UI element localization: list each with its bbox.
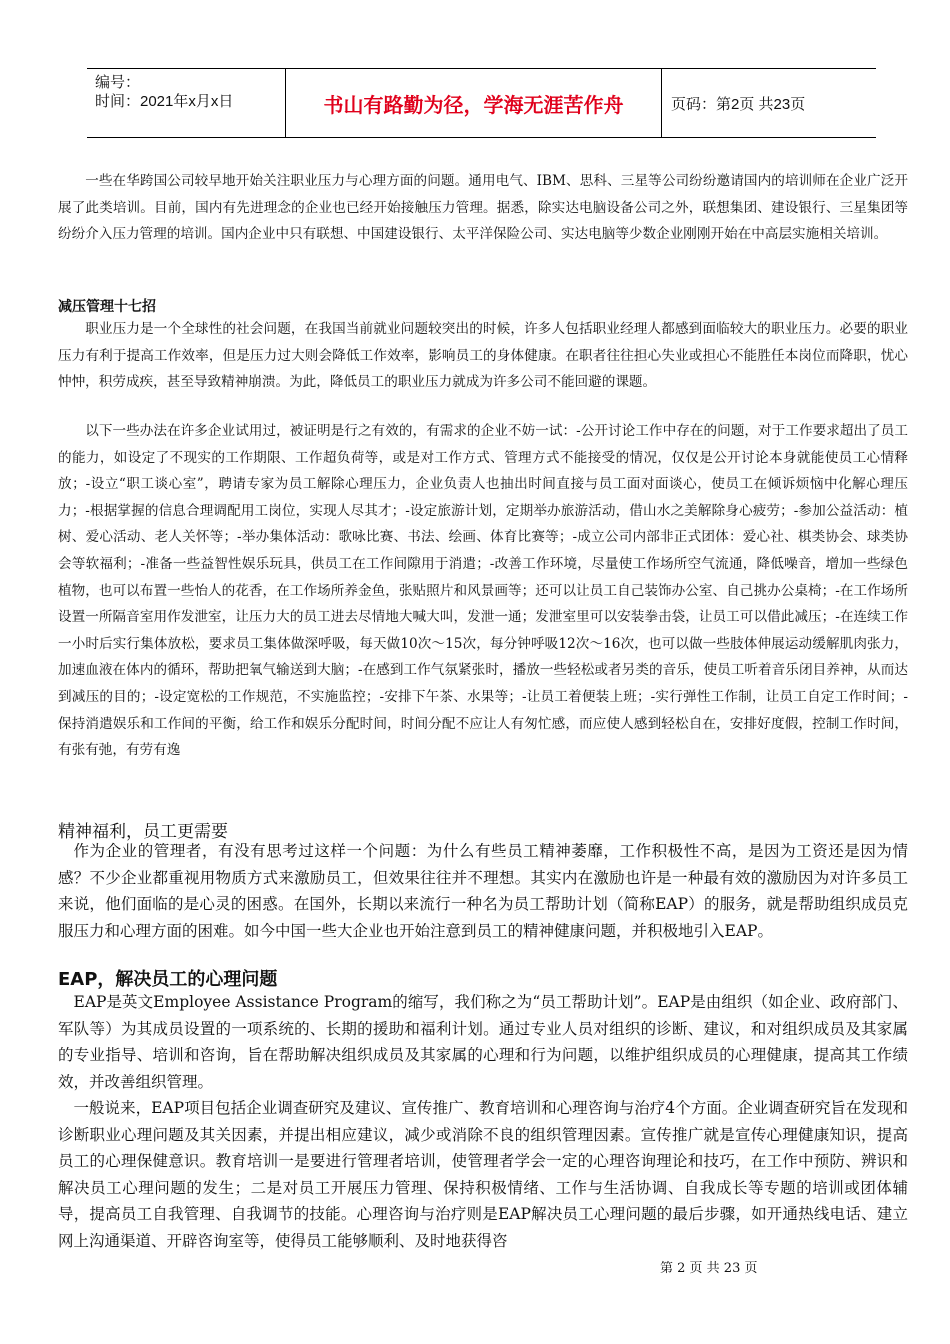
doc-time-label: 时间：2021年x月x日 — [95, 93, 234, 110]
section-heading-eap: EAP，解决员工的心理问题 — [58, 969, 278, 990]
header-motto: 书山有路勤为径，学海无涯苦作舟 — [285, 69, 662, 137]
page-header — [87, 68, 876, 138]
paragraph-3: 以下一些办法在许多企业试用过，被证明是行之有效的，有需求的企业不妨一试：-公开讨论工作中存在的问题，对于工作要求超出了员工的能力，如设定了不现实的工作期限、工作超负荷等，或是对工作方式、管理方式不能接受的情况，仅仅是公开讨论本身就能使员工心情释放；-设立“职工谈心室”，聘请专家为员工解除心理压力，企业负责人也抽出时间直接与员工面对面谈心，使员工在倾诉烦恼中化解心理压力；-根据掌握的信息合理调配用工岗位，实现人尽其才；-设定旅游计划，定期举办旅游活动，借山水之美解除身心疲劳；-参加公益活动：植树、爱心活动、老人关怀等；-举办集体活动：歌咏比赛、书法、绘画、体育比赛等；-成立公司内部非正式团体：爱心社、棋类协会、球类协会等软福利；-准备一些益智性娱乐玩具，供员工在工作间隙用于消遣；-改善工作环境，尽量使工作场所空气流通，降低噪音，增加一些绿色植物，也可以布置一些怡人的花香，在工作场所养金鱼，张贴照片和风景画等；还可以让员工自己装饰办公室、自己挑办公桌椅；-在工作场所设置一所隔音室用作发泄室，让压力大的员工进去尽情地大喊大叫，发泄一通；发泄室里可以安装拳击袋，让员工可以借此减压；-在连续工作一小时后实行集体放松，要求员工集体做深呼吸，每天做10次～15次，每分钟呼吸12次～16次，也可以做一些肢体伸展运动缓解肌肉张力，加速血液在体内的循环，帮助把氧气输送到大脑；-在感到工作气氛紧张时，播放一些轻松或者另类的音乐，使员工听着音乐闭目养神，从而达到减压的目的；-设定宽松的工作规范，不实施监控；-安排下午茶、水果等；-让员工着便装上班；-实行弹性工作制，让员工自定工作时间；-保持消遣娱乐和工作间的平衡，给工作和娱乐分配时间，时间分配不应让人有匆忙感，而应使人感到轻松自在，安排好度假，控制工作时间，有张有弛，有劳有逸 — [58, 423, 908, 759]
header-page-number: 页码：第2页 共23页 — [671, 96, 806, 113]
paragraph-2: 职业压力是一个全球性的社会问题，在我国当前就业问题较突出的时候，许多人包括职业经理人都感到面临较大的职业压力。必要的职业压力有利于提高工作效率，但是压力过大则会降低工作效率，影响员工的身体健康。在职者往往担心失业或担心不能胜任本岗位而降职，忧心忡忡，积劳成疾，甚至导致精神崩溃。为此，降低员工的职业压力就成为许多公司不能回避的课题。 — [58, 321, 908, 391]
paragraph-1: 一些在华跨国公司较早地开始关注职业压力与心理方面的问题。通用电气、IBM、思科、三星等公司纷纷邀请国内的培训师在企业广泛开展了此类培训。目前，国内有先进理念的企业也已经开始接触压力管理。据悉，除实达电脑设备公司之外，联想集团、建设银行、三星集团等纷纷介入压力管理的培训。国内企业中只有联想、中国建设银行、太平洋保险公司、实达电脑等少数企业刚刚开始在中高层实施相关培训。 — [58, 173, 908, 243]
header-info — [95, 73, 285, 111]
paragraph-4: 作为企业的管理者，有没有思考过这样一个问题：为什么有些员工精神萎靡，工作积极性不高，是因为工资还是因为情感？不少企业都重视用物质方式来激励员工，但效果往往并不理想。其实内在激励也许是一种最有效的激励因为对许多员工来说，他们面临的是心灵的困惑。在国外，长期以来流行一种名为员工帮助计划（简称EAP）的服务，就是帮助组织成员克服压力和心理方面的困难。如今中国一些大企业也开始注意到员工的精神健康问题，并积极地引入EAP。 — [58, 842, 908, 940]
paragraph-5: EAP是英文Employee Assistance Program的缩写，我们称之为“员工帮助计划”。EAP是由组织（如企业、政府部门、军队等）为其成员设置的一项系统的、长期的援助和福利计划。通过专业人员对组织的诊断、建议，和对组织成员及其家属的专业指导、培训和咨询，旨在帮助解决组织成员及其家属的心理和行为问题，以维护组织成员的心理健康，提高其工作绩效，并改善组织管理。 — [58, 993, 908, 1091]
paragraph-6: 一般说来，EAP项目包括企业调查研究及建议、宣传推广、教育培训和心理咨询与治疗4个方面。企业调查研究旨在发现和诊断职业心理问题及其关因素，并提出相应建议，减少或消除不良的组织管理因素。宣传推广就是宣传心理健康知识，提高员工的心理保健意识。教育培训一是要进行管理者培训，使管理者学会一定的心理咨询理论和技巧，在工作中预防、辨识和解决员工心理问题的发生；二是对员工开展压力管理、保持积极情绪、工作与生活协调、自我成长等专题的培训或团体辅导，提高员工自我管理、自我调节的技能。心理咨询与治疗则是EAP解决员工心理问题的最后步骤，如开通热线电话、建立网上沟通渠道、开辟咨询室等，使得员工能够顺利、及时地获得咨 — [58, 1099, 908, 1250]
doc-number-label: 编号： — [95, 74, 141, 91]
section-heading-stress: 减压管理十七招 — [58, 299, 156, 315]
section-heading-welfare: 精神福利，员工更需要 — [58, 822, 228, 842]
page-footer: 第 2 页 共 23 页 — [660, 1261, 758, 1276]
